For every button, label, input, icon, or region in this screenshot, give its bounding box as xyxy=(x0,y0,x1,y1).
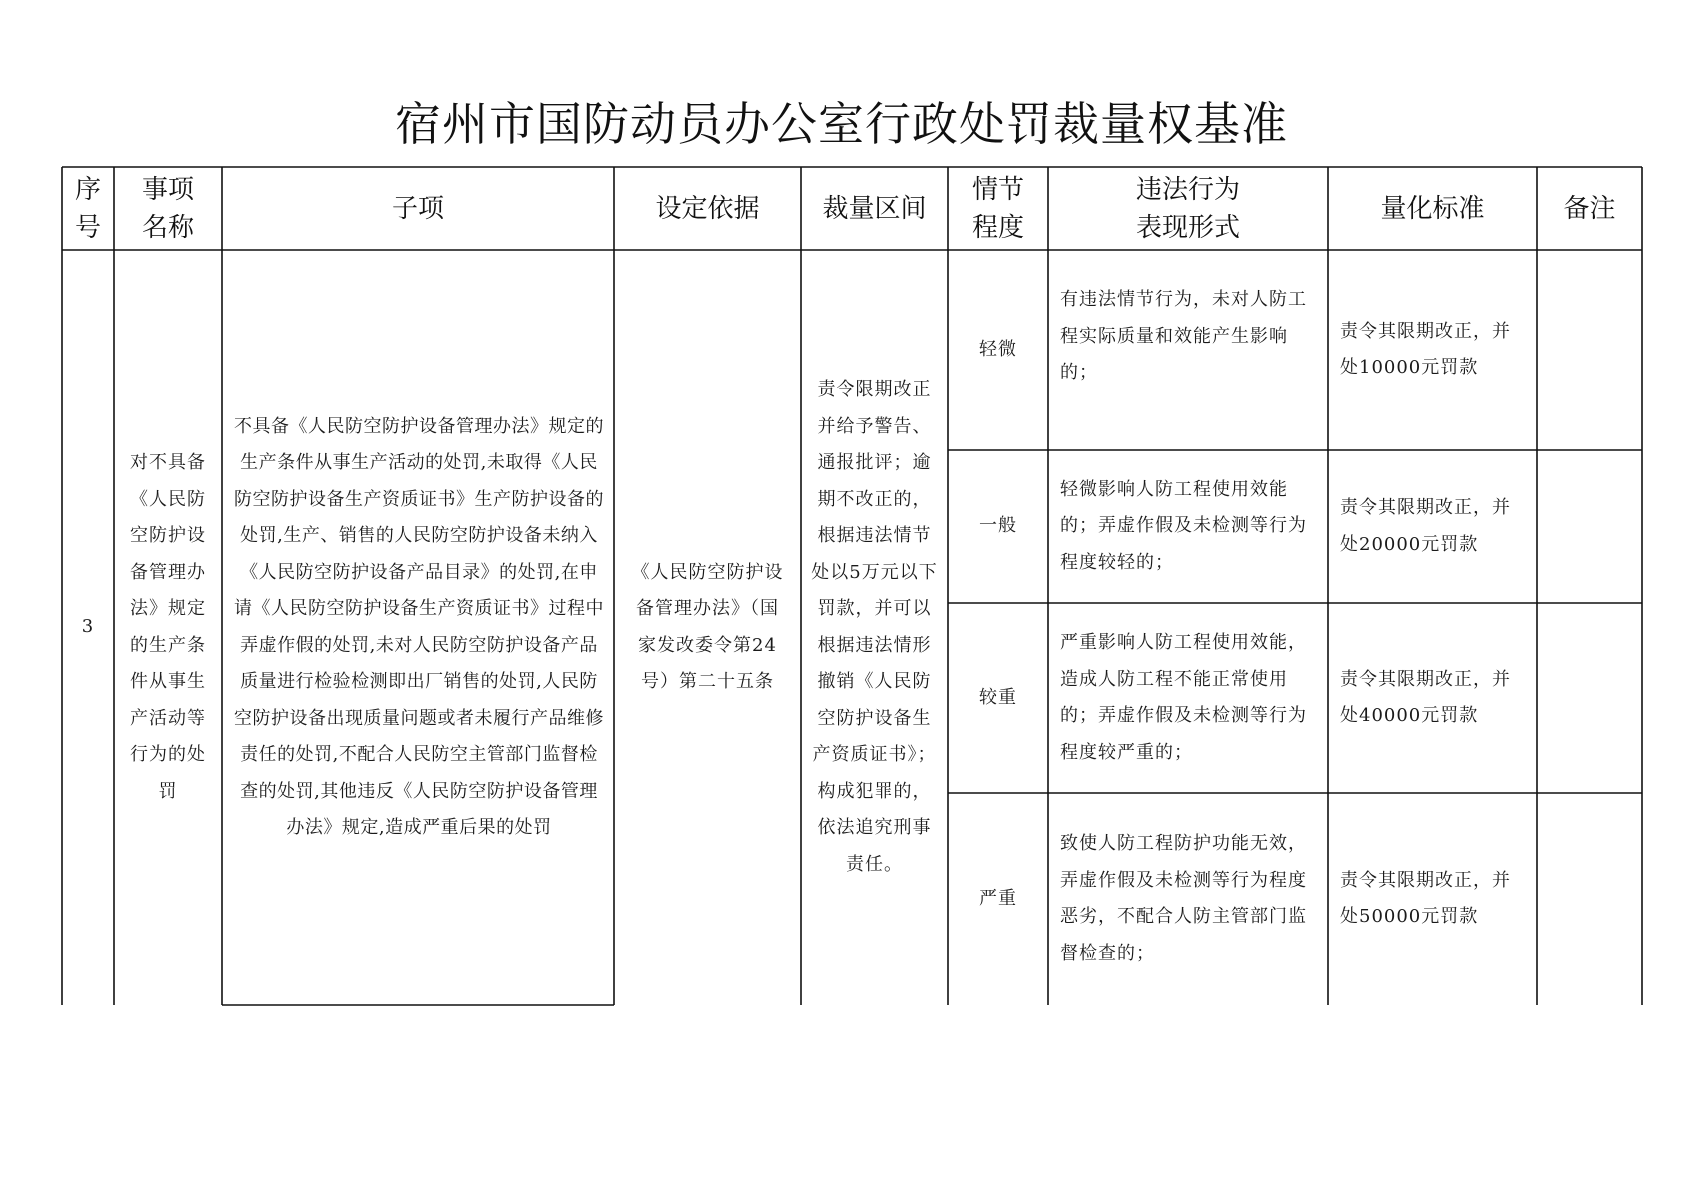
header-behavior xyxy=(1048,167,1328,250)
header-sub-item-label: 子项 xyxy=(391,193,444,224)
level-remarks xyxy=(1537,450,1642,603)
header-basis-label: 设定依据 xyxy=(655,193,760,224)
level-remarks xyxy=(1537,793,1642,1005)
level-standard-value: 责令其限期改正，并处20000元罚款 xyxy=(1340,497,1511,555)
header-degree-label: 情节程度 xyxy=(971,174,1024,243)
level-behavior-value: 轻微影响人防工程使用效能的；弄虚作假及未检测等行为程度较轻的； xyxy=(1060,478,1307,573)
level-behavior xyxy=(1048,450,1328,603)
header-seq-label: 序号 xyxy=(74,174,101,243)
level-behavior-value: 严重影响人防工程使用效能，造成人防工程不能正常使用的；弄虚作假及未检测等行为程度较严重的； xyxy=(1060,632,1307,763)
level-standard-value: 责令其限期改正，并处10000元罚款 xyxy=(1340,320,1511,378)
level-behavior xyxy=(1048,793,1328,1005)
row-sub-item-value: 不具备《人民防空防护设备管理办法》规定的生产条件从事生产活动的处罚,未取得《人民防空防护设备生产资质证书》生产防护设备的处罚,生产、销售的人民防空防护设备未纳入《人民防空防护设备产品目录》的处罚,在申请《人民防空防护设备生产资质证书》过程中弄虚作假的处罚,未对人民防空防护设备产品质量进行检验检测即出厂销售的处罚,人民防空防护设备出现质量问题或者未履行产品维修责任的处罚,不配合人民防空主管部门监督检查的处罚,其他违反《人民防空防护设备管理办法》规定,造成严重后果的处罚 xyxy=(234,415,604,838)
level-degree xyxy=(948,793,1048,1005)
header-sub-item xyxy=(222,167,614,250)
level-behavior-value: 致使人防工程防护功能无效，弄虚作假及未检测等行为程度恶劣，不配合人防主管部门监督检查的； xyxy=(1060,833,1307,964)
level-remarks xyxy=(1537,603,1642,793)
level-degree xyxy=(948,250,1048,450)
row-seq-value: 3 xyxy=(81,616,95,638)
level-degree-value: 严重 xyxy=(979,887,1017,909)
row-basis xyxy=(614,250,801,1005)
level-degree-value: 较重 xyxy=(979,686,1017,708)
header-standard xyxy=(1328,167,1537,250)
header-basis xyxy=(614,167,801,250)
row-sub-item xyxy=(222,250,614,1005)
level-degree xyxy=(948,603,1048,793)
document-title: 宿州市国防动员办公室行政处罚裁量权基准 xyxy=(395,97,1288,151)
row-item-name xyxy=(114,250,222,1005)
header-remarks xyxy=(1537,167,1642,250)
level-standard xyxy=(1328,793,1537,1005)
level-standard xyxy=(1328,250,1537,450)
row-seq xyxy=(62,250,114,1005)
header-seq xyxy=(62,167,114,250)
row-item-name-value: 对不具备《人民防空防护设备管理办法》规定的生产条件从事生产活动等行为的处罚 xyxy=(130,452,206,802)
header-degree xyxy=(948,167,1048,250)
level-degree-value: 轻微 xyxy=(979,338,1017,360)
row-basis-value: 《人民防空防护设备管理办法》（国家发改委令第24号）第二十五条 xyxy=(631,561,784,692)
header-range-label: 裁量区间 xyxy=(822,193,927,224)
level-remarks xyxy=(1537,250,1642,450)
row-range xyxy=(801,250,948,1005)
header-range xyxy=(801,167,948,250)
level-degree xyxy=(948,450,1048,603)
level-standard-value: 责令其限期改正，并处50000元罚款 xyxy=(1340,869,1511,927)
header-item-name-label: 事项名称 xyxy=(141,174,194,243)
header-item-name xyxy=(114,167,222,250)
row-range-value: 责令限期改正并给予警告、通报批评；逾期不改正的，根据违法情节处以5万元以下罚款，并可以根据违法情形撤销《人民防空防护设备生产资质证书》；构成犯罪的，依法追究刑事责任。 xyxy=(811,379,938,875)
header-behavior-label: 违法行为表现形式 xyxy=(1135,174,1240,243)
level-behavior-value: 有违法情节行为，未对人防工程实际质量和效能产生影响的； xyxy=(1060,289,1307,384)
header-remarks-label: 备注 xyxy=(1563,193,1616,224)
level-behavior xyxy=(1048,603,1328,793)
level-standard xyxy=(1328,603,1537,793)
level-degree-value: 一般 xyxy=(979,515,1017,537)
header-standard-label: 量化标准 xyxy=(1380,193,1485,224)
level-standard-value: 责令其限期改正，并处40000元罚款 xyxy=(1340,668,1511,726)
level-behavior xyxy=(1048,250,1328,450)
level-standard xyxy=(1328,450,1537,603)
